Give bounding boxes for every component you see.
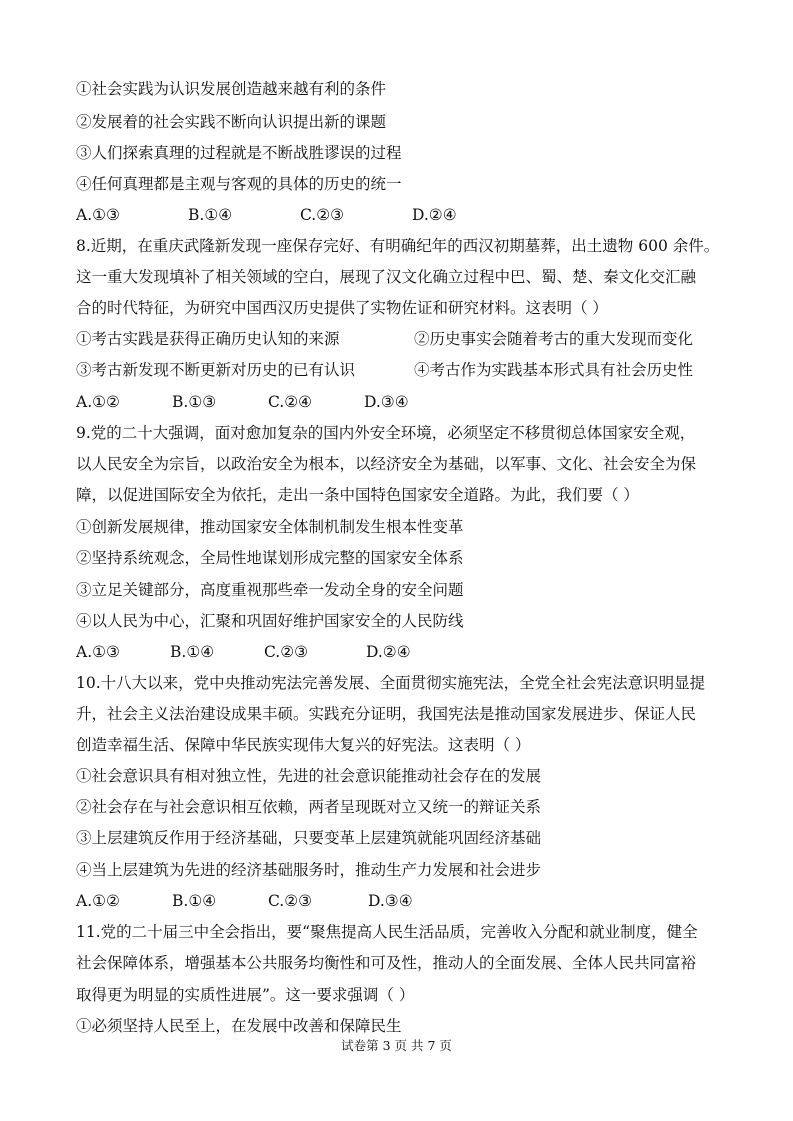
q10-choice-c: C.②③ bbox=[268, 892, 313, 910]
q8-choice-a: A.①② bbox=[76, 393, 120, 411]
q8-choice-c: C.②④ bbox=[268, 393, 313, 411]
q10-option-1: ①社会意识具有相对独立性，先进的社会意识能推动社会存在的发展 bbox=[76, 767, 542, 785]
q8-stem-line-3: 合的时代特征，为研究中国西汉历史提供了实物佐证和研究材料。这表明（ ） bbox=[76, 299, 608, 317]
page-footer: 试卷第 3 页 共 7 页 bbox=[341, 1038, 452, 1053]
q7-choice-b: B.①④ bbox=[188, 206, 233, 224]
q9-option-1: ①创新发展规律，推动国家安全体制机制发生根本性变革 bbox=[76, 518, 464, 536]
q7-option-4: ④任何真理都是主观与客观的具体的历史的统一 bbox=[76, 175, 402, 193]
q8-option-1: ①考古实践是获得正确历史认知的来源 bbox=[76, 330, 340, 348]
q7-choice-c: C.②③ bbox=[300, 206, 345, 224]
q8-stem-line-2: 这一重大发现填补了相关领域的空白，展现了汉文化确立过程中巴、蜀、楚、秦文化交汇融 bbox=[76, 268, 697, 286]
q11-stem-line-2: 社会保障体系，增强基本公共服务均衡性和可及性，推动人的全面发展、全体人民共同富裕 bbox=[76, 954, 697, 972]
q10-choice-d: D.③④ bbox=[368, 892, 413, 910]
q7-option-1: ①社会实践为认识发展创造越来越有利的条件 bbox=[76, 80, 387, 98]
q11-option-1: ①必须坚持人民至上，在发展中改善和保障民生 bbox=[76, 1017, 402, 1035]
q7-choice-a: A.①③ bbox=[76, 206, 120, 224]
q9-stem-line-3: 障，以促进国际安全为依托，走出一条中国特色国家安全道路。为此，我们要（ ） bbox=[76, 486, 639, 504]
q10-option-4: ④当上层建筑为先进的经济基础服务时，推动生产力发展和社会进步 bbox=[76, 861, 542, 879]
q9-stem-line-2: 以人民安全为宗旨，以政治安全为根本，以经济安全为基础，以军事、文化、社会安全为保 bbox=[76, 455, 697, 473]
q8-choice-d: D.③④ bbox=[364, 393, 409, 411]
q9-option-2: ②坚持系统观念，全局性地谋划形成完整的国家安全体系 bbox=[76, 549, 464, 567]
q11-stem-line-3: 取得更为明显的实质性进展”。这一要求强调（ ） bbox=[76, 986, 415, 1004]
q8-options-row-1 bbox=[76, 329, 736, 349]
q8-option-2: ②历史事实会随着考古的重大发现而变化 bbox=[414, 330, 694, 348]
q9-option-3: ③立足关键部分，高度重视那些牵一发动全身的安全问题 bbox=[76, 581, 464, 599]
q10-choice-a: A.①② bbox=[76, 892, 120, 910]
q10-stem-line-2: 升，社会主义法治建设成果丰硕。实践充分证明，我国宪法是推动国家发展进步、保证人民 bbox=[76, 705, 697, 723]
q10-option-2: ②社会存在与社会意识相互依赖，两者呈现既对立又统一的辩证关系 bbox=[76, 798, 542, 816]
q8-options-row-2 bbox=[76, 360, 736, 380]
q10-choice-b: B.①④ bbox=[172, 892, 217, 910]
q8-choices bbox=[76, 392, 736, 412]
q10-stem-line-1: 10.十八大以来，党中央推动宪法完善发展、全面贯彻实施宪法，全党全社会宪法意识明显提 bbox=[76, 674, 706, 692]
q9-choice-d: D.②④ bbox=[366, 643, 411, 661]
q10-option-3: ③上层建筑反作用于经济基础，只要变革上层建筑就能巩固经济基础 bbox=[76, 829, 542, 847]
q8-stem-line-1: 8.近期，在重庆武隆新发现一座保存完好、有明确纪年的西汉初期墓葬，出土遗物 600 余件。 bbox=[76, 237, 720, 255]
q10-choices bbox=[76, 891, 736, 911]
q9-stem-line-1: 9.党的二十大强调，面对愈加复杂的国内外安全环境，必须坚定不移贯彻总体国家安全观， bbox=[76, 424, 696, 442]
q8-option-3: ③考古新发现不断更新对历史的已有认识 bbox=[76, 361, 356, 379]
q8-choice-b: B.①③ bbox=[172, 393, 217, 411]
q7-option-3: ③人们探索真理的过程就是不断战胜谬误的过程 bbox=[76, 144, 402, 162]
q9-option-4: ④以人民为中心，汇聚和巩固好维护国家安全的人民防线 bbox=[76, 612, 464, 630]
q11-stem-line-1: 11.党的二十届三中全会指出，要“聚焦提高人民生活品质，完善收入分配和就业制度，健全 bbox=[76, 923, 698, 941]
q9-choices bbox=[76, 642, 736, 662]
q7-option-2: ②发展着的社会实践不断向认识提出新的课题 bbox=[76, 113, 387, 131]
q10-stem-line-3: 创造幸福生活、保障中华民族实现伟大复兴的好宪法。这表明（ ） bbox=[76, 736, 531, 754]
q9-choice-c: C.②③ bbox=[264, 643, 309, 661]
q8-option-4: ④考古作为实践基本形式具有社会历史性 bbox=[414, 361, 694, 379]
q7-choice-d: D.②④ bbox=[412, 206, 457, 224]
q9-choice-a: A.①③ bbox=[76, 643, 120, 661]
q7-choices bbox=[76, 205, 736, 225]
q9-choice-b: B.①④ bbox=[170, 643, 215, 661]
